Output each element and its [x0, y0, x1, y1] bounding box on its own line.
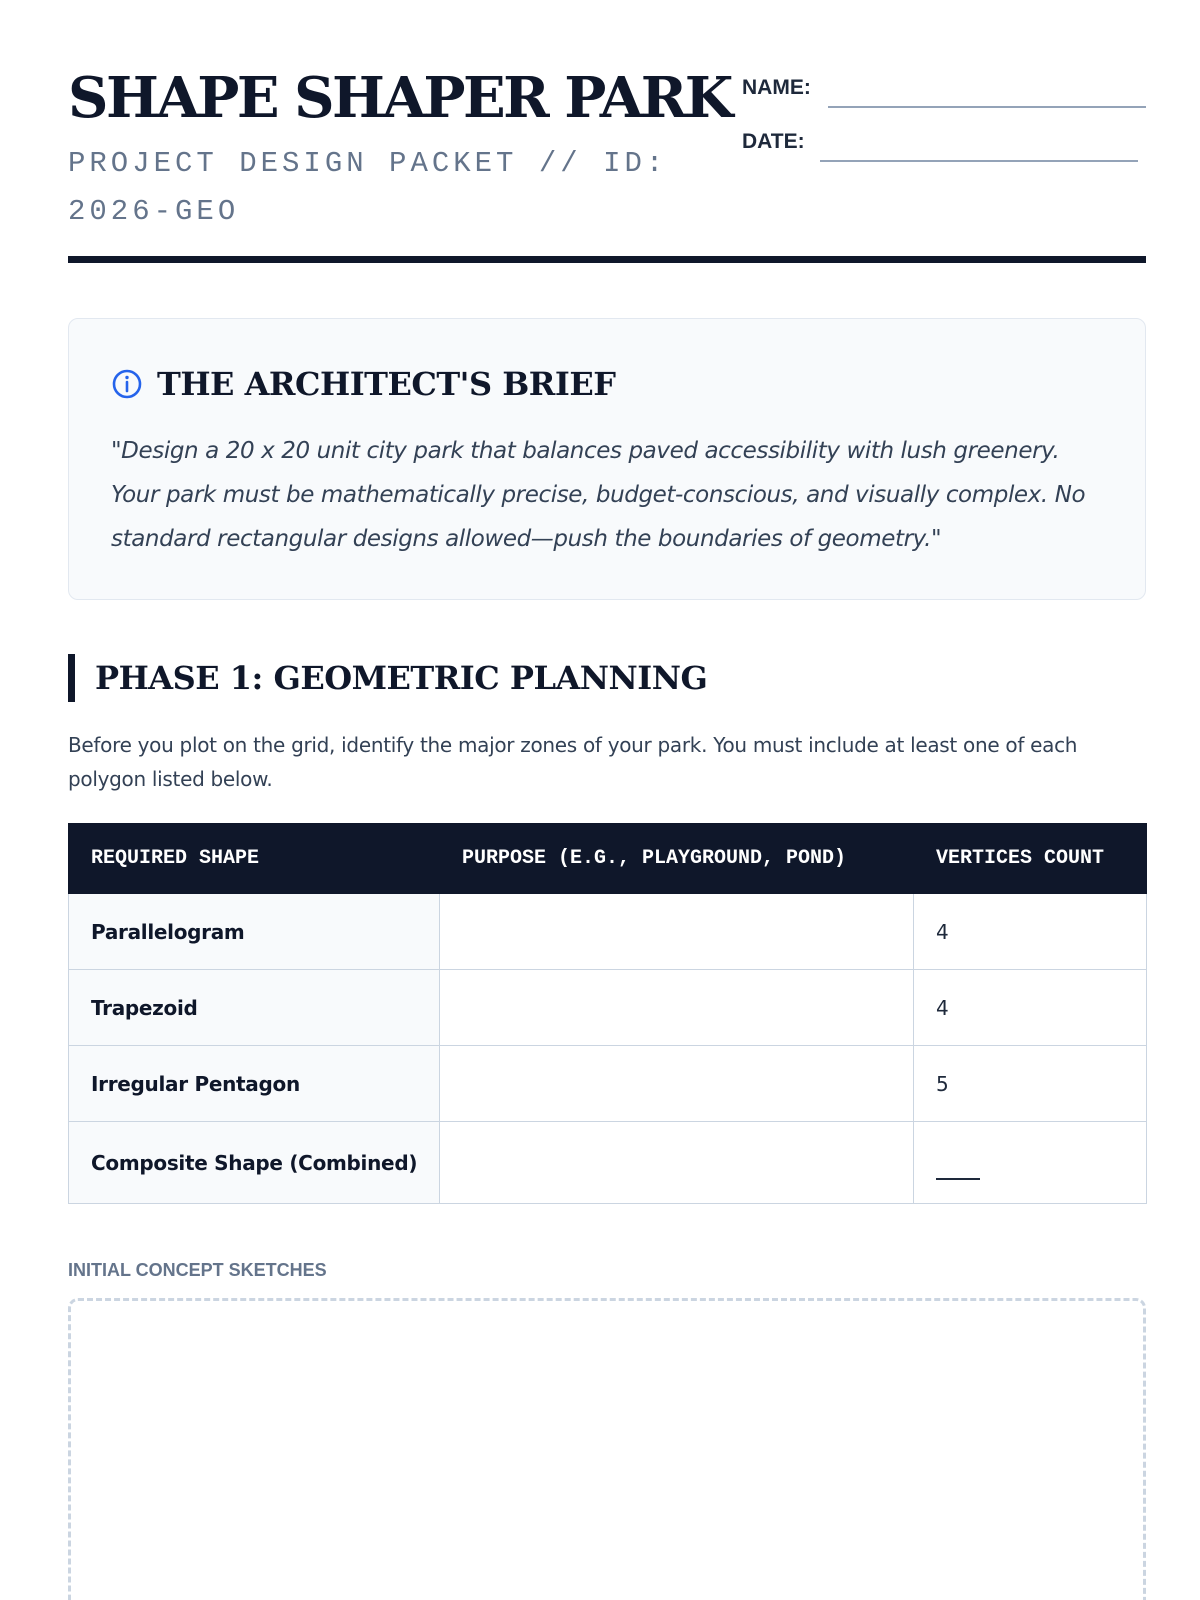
shape-cell: Parallelogram: [69, 894, 440, 970]
header-divider: [68, 256, 1146, 263]
phase-1-title: PHASE 1: GEOMETRIC PLANNING: [95, 659, 708, 697]
shape-cell: Trapezoid: [69, 970, 440, 1046]
vertices-cell: 4: [914, 894, 1147, 970]
page-subtitle: PROJECT DESIGN PACKET // ID: 2026-GEO: [68, 147, 668, 228]
column-header-vertices: VERTICES COUNT: [914, 824, 1147, 894]
page-title: SHAPE SHAPER PARK: [68, 65, 731, 131]
table-row: [69, 970, 1147, 1046]
shape-cell: Irregular Pentagon: [69, 1046, 440, 1122]
table-header-row: [69, 824, 1147, 894]
purpose-input-cell[interactable]: [440, 894, 914, 970]
brief-heading: [111, 365, 615, 403]
date-row: [742, 126, 1146, 180]
purpose-input-cell[interactable]: [440, 970, 914, 1046]
phase-accent-bar: [68, 654, 75, 702]
column-header-purpose: PURPOSE (E.G., PLAYGROUND, POND): [440, 824, 914, 894]
name-field[interactable]: [828, 106, 1146, 108]
student-info: [742, 72, 1146, 180]
vertices-input-cell[interactable]: [914, 1122, 1147, 1204]
info-circle-icon: [111, 368, 143, 400]
vertices-blank-line: [936, 1178, 980, 1180]
sketch-area-label: INITIAL CONCEPT SKETCHES: [68, 1260, 327, 1280]
brief-title: THE ARCHITECT'S BRIEF: [157, 365, 616, 403]
table-row: [69, 1046, 1147, 1122]
required-shapes-table: [68, 823, 1147, 1204]
page-header: [68, 0, 1146, 264]
name-row: [742, 72, 1146, 126]
name-label: NAME:: [742, 76, 811, 99]
purpose-input-cell[interactable]: [440, 1046, 914, 1122]
vertices-cell: 4: [914, 970, 1147, 1046]
worksheet-page: [68, 0, 1146, 1280]
vertices-cell: 5: [914, 1046, 1147, 1122]
purpose-input-cell[interactable]: [440, 1122, 914, 1204]
architect-brief-panel: [68, 318, 1146, 600]
table-row: [69, 1122, 1147, 1204]
date-field[interactable]: [820, 160, 1138, 162]
shape-cell: Composite Shape (Combined): [69, 1122, 440, 1204]
brief-quote: "Design a 20 x 20 unit city park that balances paved accessibility with lush greenery. Your park must be mathematically precise, budget-conscious, and visually complex. No standard rectangular designs allowed—push the boundaries of geometry.": [111, 438, 1086, 552]
phase-1-heading: [68, 654, 707, 702]
phase-1-description: Before you plot on the grid, identify the major zones of your park. You must include at least one of each polygon listed below.: [68, 733, 1078, 791]
date-label: DATE:: [742, 130, 805, 153]
column-header-shape: REQUIRED SHAPE: [69, 824, 440, 894]
sketch-area[interactable]: [68, 1298, 1146, 1600]
table-row: [69, 894, 1147, 970]
